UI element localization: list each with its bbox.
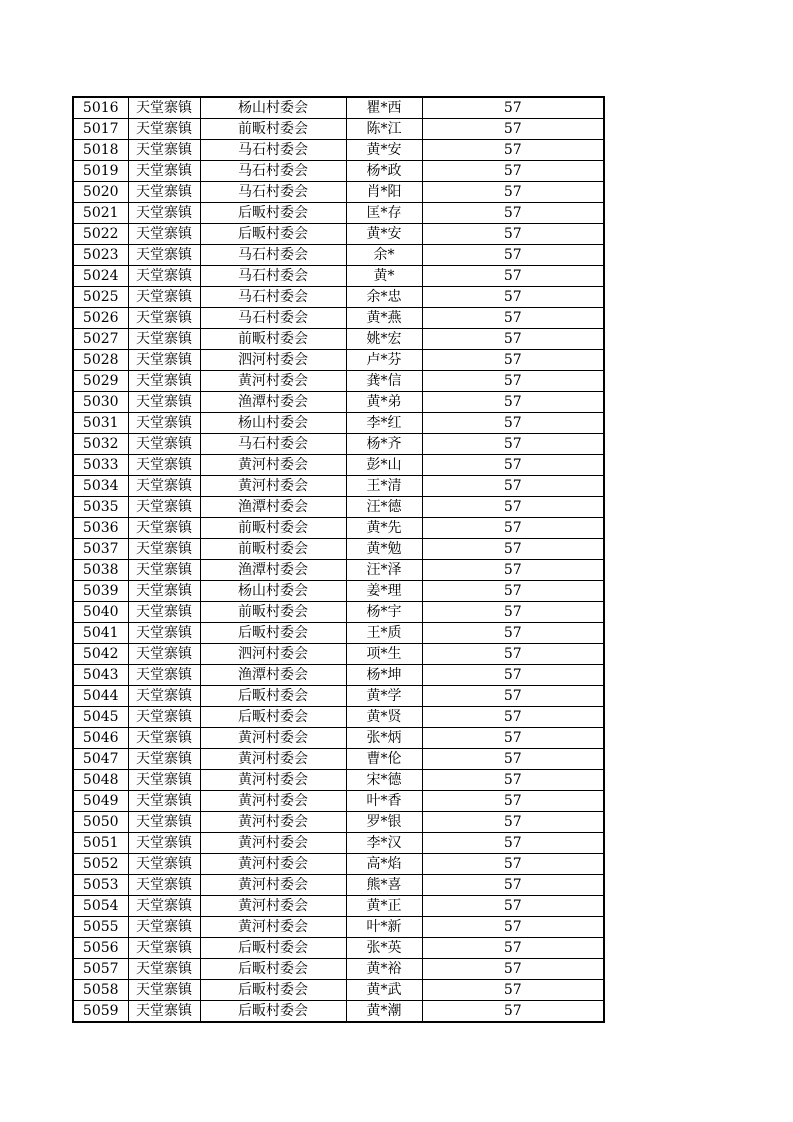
village-committee-cell: 渔潭村委会 — [200, 665, 346, 686]
row-number-cell: 5027 — [73, 329, 128, 350]
village-committee-cell: 马石村委会 — [200, 182, 346, 203]
town-cell: 天堂寨镇 — [128, 518, 200, 539]
row-number-cell: 5021 — [73, 203, 128, 224]
amount-cell: 57 — [422, 308, 604, 329]
row-number-cell: 5032 — [73, 434, 128, 455]
name-cell: 黄*先 — [346, 518, 422, 539]
town-cell: 天堂寨镇 — [128, 1001, 200, 1023]
table-row — [73, 539, 604, 560]
town-cell: 天堂寨镇 — [128, 161, 200, 182]
amount-cell: 57 — [422, 896, 604, 917]
village-committee-cell: 黄河村委会 — [200, 728, 346, 749]
table-row — [73, 854, 604, 875]
town-cell: 天堂寨镇 — [128, 980, 200, 1001]
row-number-cell: 5039 — [73, 581, 128, 602]
village-committee-cell: 渔潭村委会 — [200, 560, 346, 581]
table-row — [73, 833, 604, 854]
amount-cell: 57 — [422, 959, 604, 980]
name-cell: 高*焰 — [346, 854, 422, 875]
name-cell: 黄*学 — [346, 686, 422, 707]
row-number-cell: 5040 — [73, 602, 128, 623]
amount-cell: 57 — [422, 455, 604, 476]
name-cell: 熊*喜 — [346, 875, 422, 896]
town-cell: 天堂寨镇 — [128, 392, 200, 413]
amount-cell: 57 — [422, 728, 604, 749]
name-cell: 黄*安 — [346, 140, 422, 161]
table-row — [73, 623, 604, 644]
row-number-cell: 5054 — [73, 896, 128, 917]
amount-cell: 57 — [422, 203, 604, 224]
amount-cell: 57 — [422, 329, 604, 350]
amount-cell: 57 — [422, 434, 604, 455]
amount-cell: 57 — [422, 1001, 604, 1023]
village-committee-cell: 黄河村委会 — [200, 791, 346, 812]
amount-cell: 57 — [422, 644, 604, 665]
amount-cell: 57 — [422, 140, 604, 161]
village-committee-cell: 前畈村委会 — [200, 518, 346, 539]
table-row — [73, 707, 604, 728]
village-committee-cell: 马石村委会 — [200, 266, 346, 287]
village-committee-cell: 渔潭村委会 — [200, 392, 346, 413]
amount-cell: 57 — [422, 791, 604, 812]
row-number-cell: 5055 — [73, 917, 128, 938]
row-number-cell: 5048 — [73, 770, 128, 791]
village-committee-cell: 泗河村委会 — [200, 644, 346, 665]
name-cell: 余* — [346, 245, 422, 266]
amount-cell: 57 — [422, 623, 604, 644]
table-row — [73, 644, 604, 665]
name-cell: 余*忠 — [346, 287, 422, 308]
row-number-cell: 5031 — [73, 413, 128, 434]
town-cell: 天堂寨镇 — [128, 959, 200, 980]
village-committee-cell: 马石村委会 — [200, 308, 346, 329]
town-cell: 天堂寨镇 — [128, 329, 200, 350]
town-cell: 天堂寨镇 — [128, 623, 200, 644]
row-number-cell: 5045 — [73, 707, 128, 728]
table-row — [73, 350, 604, 371]
town-cell: 天堂寨镇 — [128, 287, 200, 308]
village-committee-cell: 黄河村委会 — [200, 833, 346, 854]
village-committee-cell: 前畈村委会 — [200, 602, 346, 623]
name-cell: 陈*江 — [346, 119, 422, 140]
name-cell: 王*清 — [346, 476, 422, 497]
village-committee-cell: 马石村委会 — [200, 245, 346, 266]
village-committee-cell: 黄河村委会 — [200, 371, 346, 392]
table-row — [73, 161, 604, 182]
table-row — [73, 938, 604, 959]
row-number-cell: 5058 — [73, 980, 128, 1001]
row-number-cell: 5042 — [73, 644, 128, 665]
amount-cell: 57 — [422, 161, 604, 182]
row-number-cell: 5030 — [73, 392, 128, 413]
village-committee-cell: 渔潭村委会 — [200, 497, 346, 518]
name-cell: 黄*贤 — [346, 707, 422, 728]
town-cell: 天堂寨镇 — [128, 350, 200, 371]
row-number-cell: 5038 — [73, 560, 128, 581]
table-row — [73, 203, 604, 224]
town-cell: 天堂寨镇 — [128, 476, 200, 497]
town-cell: 天堂寨镇 — [128, 224, 200, 245]
town-cell: 天堂寨镇 — [128, 266, 200, 287]
name-cell: 黄* — [346, 266, 422, 287]
name-cell: 肖*阳 — [346, 182, 422, 203]
amount-cell: 57 — [422, 518, 604, 539]
table-row — [73, 728, 604, 749]
amount-cell: 57 — [422, 917, 604, 938]
village-committee-cell: 黄河村委会 — [200, 812, 346, 833]
amount-cell: 57 — [422, 707, 604, 728]
amount-cell: 57 — [422, 371, 604, 392]
table-row — [73, 749, 604, 770]
row-number-cell: 5050 — [73, 812, 128, 833]
table-row — [73, 413, 604, 434]
town-cell: 天堂寨镇 — [128, 728, 200, 749]
town-cell: 天堂寨镇 — [128, 97, 200, 119]
town-cell: 天堂寨镇 — [128, 539, 200, 560]
town-cell: 天堂寨镇 — [128, 917, 200, 938]
town-cell: 天堂寨镇 — [128, 581, 200, 602]
village-committee-cell: 黄河村委会 — [200, 917, 346, 938]
row-number-cell: 5059 — [73, 1001, 128, 1023]
table-row — [73, 770, 604, 791]
table-row — [73, 581, 604, 602]
village-committee-cell: 马石村委会 — [200, 161, 346, 182]
name-cell: 彭*山 — [346, 455, 422, 476]
row-number-cell: 5023 — [73, 245, 128, 266]
village-committee-cell: 马石村委会 — [200, 434, 346, 455]
table-row — [73, 455, 604, 476]
table-row — [73, 896, 604, 917]
name-cell: 黄*弟 — [346, 392, 422, 413]
village-committee-cell: 后畈村委会 — [200, 707, 346, 728]
amount-cell: 57 — [422, 560, 604, 581]
town-cell: 天堂寨镇 — [128, 182, 200, 203]
town-cell: 天堂寨镇 — [128, 455, 200, 476]
village-committee-cell: 黄河村委会 — [200, 749, 346, 770]
amount-cell: 57 — [422, 665, 604, 686]
row-number-cell: 5044 — [73, 686, 128, 707]
town-cell: 天堂寨镇 — [128, 203, 200, 224]
row-number-cell: 5036 — [73, 518, 128, 539]
data-table — [72, 96, 605, 1023]
amount-cell: 57 — [422, 350, 604, 371]
row-number-cell: 5053 — [73, 875, 128, 896]
name-cell: 黄*武 — [346, 980, 422, 1001]
name-cell: 姚*宏 — [346, 329, 422, 350]
name-cell: 张*英 — [346, 938, 422, 959]
row-number-cell: 5019 — [73, 161, 128, 182]
name-cell: 叶*香 — [346, 791, 422, 812]
row-number-cell: 5049 — [73, 791, 128, 812]
table-row — [73, 812, 604, 833]
town-cell: 天堂寨镇 — [128, 371, 200, 392]
row-number-cell: 5020 — [73, 182, 128, 203]
table-row — [73, 140, 604, 161]
table-row — [73, 308, 604, 329]
village-committee-cell: 黄河村委会 — [200, 476, 346, 497]
town-cell: 天堂寨镇 — [128, 686, 200, 707]
town-cell: 天堂寨镇 — [128, 413, 200, 434]
town-cell: 天堂寨镇 — [128, 245, 200, 266]
amount-cell: 57 — [422, 938, 604, 959]
table-row — [73, 959, 604, 980]
table-row — [73, 560, 604, 581]
town-cell: 天堂寨镇 — [128, 770, 200, 791]
name-cell: 黄*安 — [346, 224, 422, 245]
table-row — [73, 980, 604, 1001]
row-number-cell: 5057 — [73, 959, 128, 980]
town-cell: 天堂寨镇 — [128, 644, 200, 665]
table-row — [73, 371, 604, 392]
row-number-cell: 5026 — [73, 308, 128, 329]
town-cell: 天堂寨镇 — [128, 602, 200, 623]
village-committee-cell: 后畈村委会 — [200, 938, 346, 959]
amount-cell: 57 — [422, 97, 604, 119]
amount-cell: 57 — [422, 497, 604, 518]
village-committee-cell: 黄河村委会 — [200, 770, 346, 791]
name-cell: 叶*新 — [346, 917, 422, 938]
row-number-cell: 5047 — [73, 749, 128, 770]
amount-cell: 57 — [422, 266, 604, 287]
name-cell: 黄*勉 — [346, 539, 422, 560]
name-cell: 黄*燕 — [346, 308, 422, 329]
village-committee-cell: 杨山村委会 — [200, 413, 346, 434]
name-cell: 姜*理 — [346, 581, 422, 602]
name-cell: 汪*德 — [346, 497, 422, 518]
row-number-cell: 5017 — [73, 119, 128, 140]
name-cell: 李*红 — [346, 413, 422, 434]
village-committee-cell: 马石村委会 — [200, 140, 346, 161]
amount-cell: 57 — [422, 119, 604, 140]
table-row — [73, 917, 604, 938]
table-body — [73, 97, 604, 1022]
town-cell: 天堂寨镇 — [128, 140, 200, 161]
table-row — [73, 266, 604, 287]
town-cell: 天堂寨镇 — [128, 833, 200, 854]
amount-cell: 57 — [422, 833, 604, 854]
amount-cell: 57 — [422, 854, 604, 875]
row-number-cell: 5052 — [73, 854, 128, 875]
table-row — [73, 329, 604, 350]
name-cell: 杨*齐 — [346, 434, 422, 455]
row-number-cell: 5035 — [73, 497, 128, 518]
amount-cell: 57 — [422, 980, 604, 1001]
village-committee-cell: 后畈村委会 — [200, 224, 346, 245]
village-committee-cell: 黄河村委会 — [200, 896, 346, 917]
table-row — [73, 875, 604, 896]
row-number-cell: 5029 — [73, 371, 128, 392]
row-number-cell: 5043 — [73, 665, 128, 686]
village-committee-cell: 黄河村委会 — [200, 455, 346, 476]
amount-cell: 57 — [422, 476, 604, 497]
town-cell: 天堂寨镇 — [128, 938, 200, 959]
row-number-cell: 5025 — [73, 287, 128, 308]
row-number-cell: 5022 — [73, 224, 128, 245]
table-row — [73, 119, 604, 140]
name-cell: 黄*正 — [346, 896, 422, 917]
row-number-cell: 5024 — [73, 266, 128, 287]
row-number-cell: 5041 — [73, 623, 128, 644]
amount-cell: 57 — [422, 245, 604, 266]
village-committee-cell: 后畈村委会 — [200, 1001, 346, 1023]
village-committee-cell: 后畈村委会 — [200, 959, 346, 980]
table-row — [73, 518, 604, 539]
table-row — [73, 434, 604, 455]
town-cell: 天堂寨镇 — [128, 896, 200, 917]
amount-cell: 57 — [422, 602, 604, 623]
village-committee-cell: 后畈村委会 — [200, 980, 346, 1001]
town-cell: 天堂寨镇 — [128, 560, 200, 581]
name-cell: 匡*存 — [346, 203, 422, 224]
row-number-cell: 5037 — [73, 539, 128, 560]
town-cell: 天堂寨镇 — [128, 119, 200, 140]
village-committee-cell: 前畈村委会 — [200, 539, 346, 560]
table-row — [73, 97, 604, 119]
name-cell: 张*炳 — [346, 728, 422, 749]
name-cell: 杨*宇 — [346, 602, 422, 623]
name-cell: 杨*政 — [346, 161, 422, 182]
amount-cell: 57 — [422, 875, 604, 896]
town-cell: 天堂寨镇 — [128, 791, 200, 812]
name-cell: 卢*芬 — [346, 350, 422, 371]
town-cell: 天堂寨镇 — [128, 665, 200, 686]
name-cell: 黄*潮 — [346, 1001, 422, 1023]
amount-cell: 57 — [422, 581, 604, 602]
table-row — [73, 287, 604, 308]
village-committee-cell: 黄河村委会 — [200, 854, 346, 875]
row-number-cell: 5016 — [73, 97, 128, 119]
amount-cell: 57 — [422, 224, 604, 245]
village-committee-cell: 马石村委会 — [200, 287, 346, 308]
table-row — [73, 245, 604, 266]
amount-cell: 57 — [422, 413, 604, 434]
table-row — [73, 665, 604, 686]
table-row — [73, 392, 604, 413]
row-number-cell: 5051 — [73, 833, 128, 854]
village-committee-cell: 前畈村委会 — [200, 119, 346, 140]
village-committee-cell: 杨山村委会 — [200, 581, 346, 602]
table-row — [73, 224, 604, 245]
amount-cell: 57 — [422, 392, 604, 413]
name-cell: 黄*裕 — [346, 959, 422, 980]
table-row — [73, 497, 604, 518]
village-committee-cell: 黄河村委会 — [200, 875, 346, 896]
amount-cell: 57 — [422, 539, 604, 560]
row-number-cell: 5056 — [73, 938, 128, 959]
town-cell: 天堂寨镇 — [128, 497, 200, 518]
village-committee-cell: 泗河村委会 — [200, 350, 346, 371]
name-cell: 杨*坤 — [346, 665, 422, 686]
table-row — [73, 476, 604, 497]
row-number-cell: 5028 — [73, 350, 128, 371]
name-cell: 龚*信 — [346, 371, 422, 392]
amount-cell: 57 — [422, 182, 604, 203]
town-cell: 天堂寨镇 — [128, 854, 200, 875]
row-number-cell: 5046 — [73, 728, 128, 749]
town-cell: 天堂寨镇 — [128, 434, 200, 455]
amount-cell: 57 — [422, 287, 604, 308]
amount-cell: 57 — [422, 812, 604, 833]
table-row — [73, 182, 604, 203]
village-committee-cell: 杨山村委会 — [200, 97, 346, 119]
name-cell: 曹*伦 — [346, 749, 422, 770]
row-number-cell: 5034 — [73, 476, 128, 497]
name-cell: 李*汉 — [346, 833, 422, 854]
town-cell: 天堂寨镇 — [128, 707, 200, 728]
name-cell: 罗*银 — [346, 812, 422, 833]
village-committee-cell: 后畈村委会 — [200, 203, 346, 224]
table-row — [73, 1001, 604, 1023]
table-row — [73, 602, 604, 623]
table-row — [73, 791, 604, 812]
amount-cell: 57 — [422, 770, 604, 791]
row-number-cell: 5018 — [73, 140, 128, 161]
town-cell: 天堂寨镇 — [128, 308, 200, 329]
amount-cell: 57 — [422, 686, 604, 707]
name-cell: 王*质 — [346, 623, 422, 644]
name-cell: 宋*德 — [346, 770, 422, 791]
town-cell: 天堂寨镇 — [128, 749, 200, 770]
row-number-cell: 5033 — [73, 455, 128, 476]
name-cell: 项*生 — [346, 644, 422, 665]
name-cell: 瞿*西 — [346, 97, 422, 119]
name-cell: 汪*泽 — [346, 560, 422, 581]
town-cell: 天堂寨镇 — [128, 875, 200, 896]
village-committee-cell: 后畈村委会 — [200, 623, 346, 644]
town-cell: 天堂寨镇 — [128, 812, 200, 833]
table-row — [73, 686, 604, 707]
village-committee-cell: 后畈村委会 — [200, 686, 346, 707]
amount-cell: 57 — [422, 749, 604, 770]
village-committee-cell: 前畈村委会 — [200, 329, 346, 350]
